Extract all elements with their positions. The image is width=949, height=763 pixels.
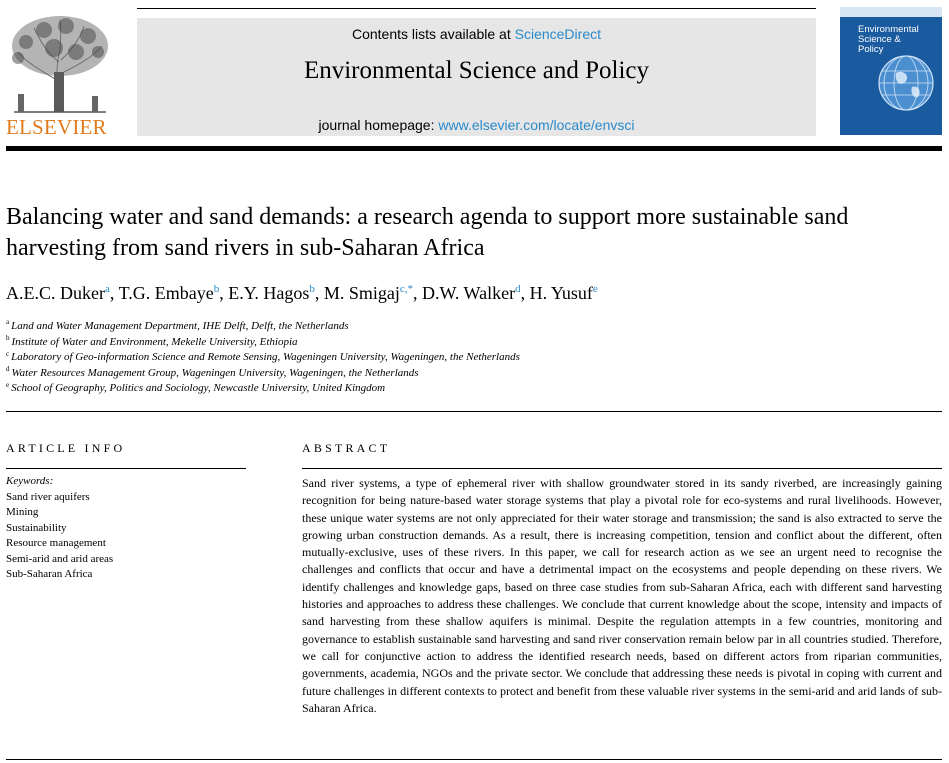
journal-banner [137, 18, 816, 136]
keyword-item: Sand river aquifers [6, 491, 90, 503]
author-affiliation-link[interactable]: b [309, 283, 315, 295]
journal-homepage-link[interactable]: www.elsevier.com/locate/envsci [438, 117, 635, 133]
homepage-prefix: journal homepage: [318, 117, 439, 133]
affiliation-key: e [6, 380, 10, 389]
affiliation-key: c [6, 349, 10, 358]
author-name[interactable]: H. Yusuf [529, 283, 593, 303]
abstract-heading: ABSTRACT [302, 441, 391, 455]
publisher-wordmark: ELSEVIER [6, 115, 107, 139]
abstract-text: Sand river systems, a type of ephemeral river with shallow groundwater stored in its sandy riverbed, are increasingly gaining recognition for being nature-based water storage systems that play a pivotal role for eco-systems and rural livelihoods. However, these unique water systems are not only appreciated for their water storage and transmission; the sand is also extracted to serve the growing urban construction demands. As a result, there is increasing competition, tension and conflict about the different, often mutually-exclusive, uses of these rivers. In this paper, we call for research action as we see an urgent need to recognise the challenges and conflicts that occur and have a detrimental impact on the ecosystems and people depending on these rivers. We identify challenges and knowledge gaps, based on three case studies from sub-Saharan Africa, each with different sand harvesting histories and approaches to address these challenges. We conclude that current knowledge about the scope, intensity and impacts of sand harvesting from these shallow aquifers is minimal. Despite the regulation attempts in a few countries, monitoring and governance to establish sustainable sand harvesting and sand river conservation remain below par in all countries studied. Therefore, we call for conjunctive action to address the identified research needs, based on different actors from riparian communities, governments, academia, NGOs and the private sector. We conclude that addressing these needs is pivotal in coping with current and future challenges in different contexts to protect and benefit from these valuable river systems in the semi-arid and arid lands of sub-Saharan Africa. [302, 476, 942, 715]
author-name[interactable]: A.E.C. Duker [6, 283, 105, 303]
globe-icon [876, 53, 936, 113]
affiliation-text: Water Resources Management Group, Wageningen University, Wageningen, the Netherlands [11, 366, 419, 379]
author-list: A.E.C. Duker$^a$, T.G. Embaye$^b$, E.Y. Hagos$^b$, M. Smigaj$^{c,*}$, D.W. Walker$^d$, H. Yusuf$^e$ [6, 283, 598, 303]
keyword-item: Sub-Saharan Africa [6, 568, 93, 581]
affiliation-key: d [6, 365, 10, 374]
author-affiliation-link[interactable]: a [104, 283, 110, 295]
affiliation-item [6, 381, 520, 397]
author-name[interactable]: D.W. Walker [422, 283, 516, 303]
cover-title-line: Science & [858, 34, 901, 45]
affiliation-item [6, 366, 520, 382]
journal-title: Environmental Science and Policy [303, 57, 650, 84]
affiliation-item [6, 335, 520, 351]
affiliation-key: a [6, 318, 10, 327]
abstract-rule [302, 468, 942, 469]
affiliation-list [6, 319, 520, 397]
keywords-list [6, 490, 113, 582]
cover-title-line: Environmental [858, 24, 919, 35]
affiliation-text: Institute of Water and Environment, Mekelle University, Ethiopia [11, 335, 298, 348]
author-affiliation-link[interactable]: d [515, 283, 521, 295]
keyword-item: Sustainability [6, 521, 67, 534]
header-divider [6, 146, 942, 151]
affiliation-item [6, 350, 520, 366]
bottom-rule [6, 759, 942, 760]
article-info-heading: ARTICLE INFO [6, 441, 126, 455]
article-info-rule [6, 468, 246, 469]
affiliation-text: School of Geography, Politics and Sociology, Newcastle University, United Kingdom [11, 382, 386, 395]
journal-cover-image[interactable] [840, 7, 942, 135]
affiliation-text: Land and Water Management Department, IHE Delft, Delft, the Netherlands [11, 320, 349, 332]
cover-title-line: Policy [858, 44, 884, 55]
section-divider [6, 411, 942, 412]
author-name[interactable]: M. Smigaj [323, 283, 400, 303]
affiliation-key: b [6, 333, 10, 342]
article-title: Balancing water and sand demands: a research agenda to support more sustainable sand harvesting from sand rivers in sub-Saharan Africa [6, 204, 849, 261]
keyword-item: Resource management [6, 537, 106, 550]
cover-title [858, 25, 919, 55]
author-name[interactable]: E.Y. Hagos [228, 283, 310, 303]
author-affiliation-link[interactable]: c,* [399, 283, 414, 295]
affiliation-text: Laboratory of Geo-information Science and Remote Sensing, Wageningen University, Wageningen, the Netherlands [11, 351, 520, 364]
author-affiliation-link[interactable]: e [592, 283, 598, 295]
keyword-item: Semi-arid and arid areas [6, 552, 114, 565]
author-affiliation-link[interactable]: b [213, 283, 220, 295]
contents-prefix: Contents lists available at [351, 26, 515, 42]
keyword-item: Mining [6, 506, 39, 519]
contents-line [137, 26, 816, 42]
author-name[interactable]: T.G. Embaye [118, 283, 214, 303]
sciencedirect-link[interactable]: ScienceDirect [514, 26, 601, 42]
keywords-label: Keywords: [6, 475, 54, 487]
affiliation-item [6, 319, 520, 335]
cover-top-strip [840, 7, 942, 17]
top-rule [137, 8, 816, 9]
homepage-line [137, 117, 816, 133]
